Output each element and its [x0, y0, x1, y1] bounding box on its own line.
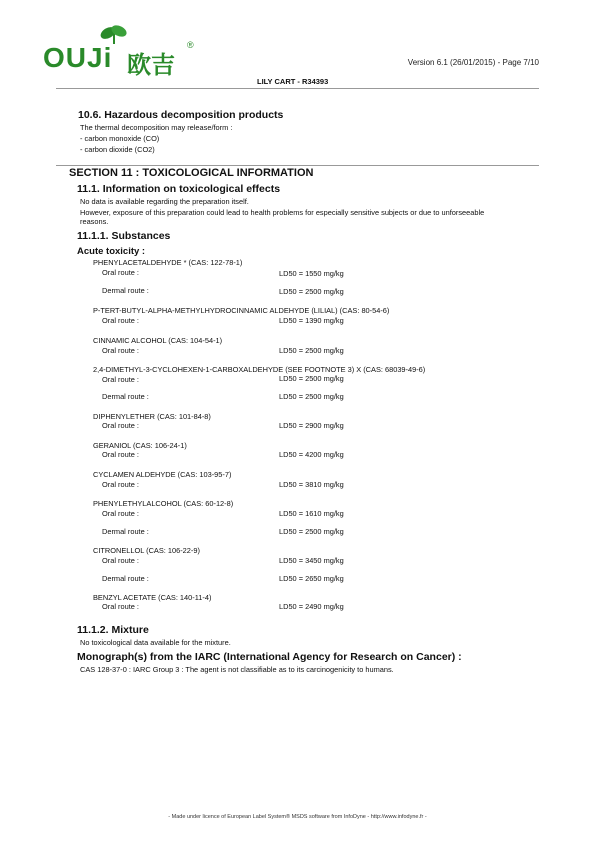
- iarc-title: Monograph(s) from the IARC (International Agency for Research on Cancer) :: [77, 651, 462, 663]
- route-label: Dermal route :: [102, 574, 149, 583]
- ld50-value: LD50 = 2490 mg/kg: [279, 602, 344, 611]
- ld50-value: LD50 = 2500 mg/kg: [279, 527, 344, 536]
- route-label: Oral route :: [102, 375, 139, 384]
- logo-chinese-text: 欧吉: [127, 51, 175, 79]
- route-label: Oral route :: [102, 316, 139, 325]
- section-11-1-1-title: 11.1.1. Substances: [77, 230, 171, 242]
- section-11-1-title: 11.1. Information on toxicological effects: [77, 183, 281, 195]
- company-logo: [43, 28, 203, 78]
- mixture-text: No toxicological data available for the mixture.: [80, 638, 231, 647]
- registered-mark: ®: [187, 40, 194, 50]
- ld50-value: LD50 = 3810 mg/kg: [279, 480, 344, 489]
- ld50-value: LD50 = 2500 mg/kg: [279, 374, 344, 383]
- ld50-value: LD50 = 1390 mg/kg: [279, 316, 344, 325]
- section-10-6-line: - carbon dioxide (CO2): [80, 145, 155, 154]
- substance-name: DIPHENYLETHER (CAS: 101-84-8): [93, 412, 211, 421]
- section-10-6-line: - carbon monoxide (CO): [80, 134, 160, 143]
- substance-name: CINNAMIC ALCOHOL (CAS: 104-54-1): [93, 336, 223, 345]
- route-label: Oral route :: [102, 602, 139, 611]
- ld50-value: LD50 = 2500 mg/kg: [279, 287, 344, 296]
- substance-name: PHENYLACETALDEHYDE * (CAS: 122-78-1): [93, 258, 243, 267]
- substance-name: P-TERT-BUTYL-ALPHA-METHYLHYDROCINNAMIC ALDEHYDE (LILIAL) (CAS: 80-54-6): [93, 306, 390, 315]
- ld50-value: LD50 = 2650 mg/kg: [279, 574, 344, 583]
- substance-name: CYCLAMEN ALDEHYDE (CAS: 103-95-7): [93, 470, 232, 479]
- route-label: Oral route :: [102, 480, 139, 489]
- substance-name: CITRONELLOL (CAS: 106-22-9): [93, 546, 200, 555]
- route-label: Oral route :: [102, 450, 139, 459]
- logo-text: OUJi: [43, 42, 113, 73]
- ld50-value: LD50 = 2900 mg/kg: [279, 421, 344, 430]
- route-label: Dermal route :: [102, 527, 149, 536]
- section-11-title: SECTION 11 : TOXICOLOGICAL INFORMATION: [69, 167, 314, 179]
- route-label: Dermal route :: [102, 286, 149, 295]
- section-divider: [56, 165, 539, 166]
- header-divider: [56, 88, 539, 89]
- route-label: Oral route :: [102, 509, 139, 518]
- substance-name: BENZYL ACETATE (CAS: 140-11-4): [93, 593, 212, 602]
- ld50-value: LD50 = 1550 mg/kg: [279, 269, 344, 278]
- footer-text: - Made under licence of European Label System® MSDS software from InfoDyne - http://www.infodyne.fr -: [168, 814, 427, 820]
- ld50-value: LD50 = 1610 mg/kg: [279, 509, 344, 518]
- section-11-1-line: However, exposure of this preparation could lead to health problems for especially sensitive subjects or due to unforseeable: [80, 208, 485, 217]
- section-11-1-line: No data is available regarding the preparation itself.: [80, 197, 249, 206]
- section-11-1-2-title: 11.1.2. Mixture: [77, 624, 149, 636]
- ld50-value: LD50 = 2500 mg/kg: [279, 346, 344, 355]
- ld50-value: LD50 = 2500 mg/kg: [279, 392, 344, 401]
- route-label: Oral route :: [102, 556, 139, 565]
- route-label: Dermal route :: [102, 392, 149, 401]
- ld50-value: LD50 = 4200 mg/kg: [279, 450, 344, 459]
- section-11-1-line: reasons.: [80, 217, 109, 226]
- substance-name: GERANIOL (CAS: 106-24-1): [93, 441, 187, 450]
- section-10-6-line: The thermal decomposition may release/form :: [80, 123, 233, 132]
- substance-name: 2,4-DIMETHYL-3-CYCLOHEXEN-1-CARBOXALDEHYDE (SEE FOOTNOTE 3) X (CAS: 68039-49-6): [93, 365, 426, 374]
- version-text: Version 6.1 (26/01/2015) - Page 7/10: [407, 58, 539, 67]
- iarc-text: CAS 128-37-0 : IARC Group 3 : The agent is not classifiable as to its carcinogenicity to humans.: [80, 665, 394, 674]
- ld50-value: LD50 = 3450 mg/kg: [279, 556, 344, 565]
- product-title: LILY CART - R34393: [257, 77, 329, 86]
- section-10-6-title: 10.6. Hazardous decomposition products: [78, 109, 284, 121]
- route-label: Oral route :: [102, 268, 139, 277]
- route-label: Oral route :: [102, 346, 139, 355]
- substance-name: PHENYLETHYLALCOHOL (CAS: 60-12-8): [93, 499, 234, 508]
- route-label: Oral route :: [102, 421, 139, 430]
- acute-toxicity-title: Acute toxicity :: [77, 246, 146, 257]
